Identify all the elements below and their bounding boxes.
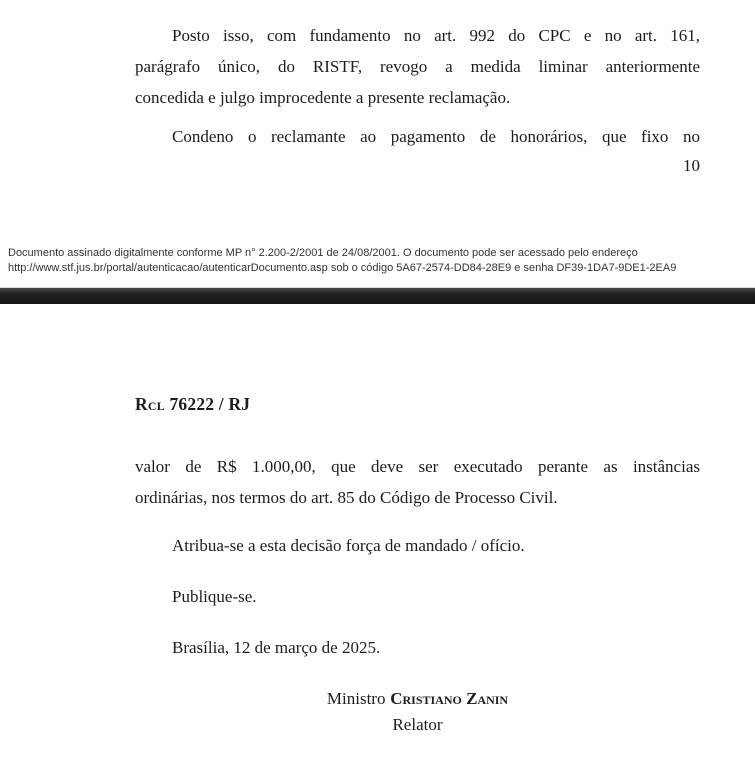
footer-line: Documento assinado digitalmente conforme MP n° 2.200-2/2001 de 24/08/2001. O documento pode ser acessado pelo endereço [8,247,638,259]
paragraph-line: parágrafo único, do RISTF, revogo a medida liminar anteriormente [135,57,700,76]
case-number-header: Rcl 76222 / RJ [135,394,251,414]
page-number: 10 [683,156,700,175]
paragraph-line: Brasília, 12 de março de 2025. [172,638,381,657]
paragraph-line: ordinárias, nos termos do art. 85 do Código de Processo Civil. [135,488,558,507]
page1-paragraph-condeno [135,121,700,152]
paragraph-line: Posto isso, com fundamento no art. 992 do CPC e no art. 161, [172,26,700,45]
paragraph-line: concedida e julgo improcedente a presente reclamação. [135,88,511,107]
page2-paragraph-brasilia [135,632,700,663]
paragraph-line: Atribua-se a esta decisão força de mandado / ofício. [172,536,525,555]
page2-paragraph-valor [135,451,700,513]
paragraph-line: valor de R$ 1.000,00, que deve ser executado perante as instâncias [135,457,700,476]
minister-title: Ministro [326,689,386,708]
footer-line: http://www.stf.jus.br/portal/autenticacao/autenticarDocumento.asp sob o código 5A67-2574-DD84-28E9 e senha DF39-1DA7-9DE1-2EA9 [8,261,677,274]
page-separator-bar [0,287,755,304]
page2-paragraph-publique [135,581,700,612]
signature-role: Relator [392,715,443,734]
paragraph-line: Publique-se. [172,587,257,606]
page2-paragraph-atribua [135,530,700,561]
page1-paragraph-revogacao [135,20,700,113]
minister-name: Cristiano Zanin [390,689,509,708]
digital-signature-footer [8,246,750,275]
paragraph-line: Condeno o reclamante ao pagamento de honorários, que fixo no [172,127,700,146]
